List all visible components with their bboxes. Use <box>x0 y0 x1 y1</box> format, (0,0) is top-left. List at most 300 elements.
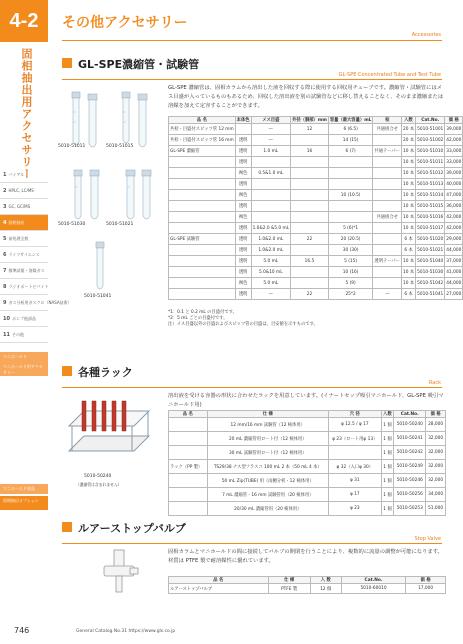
table-cell: ルアーストップバルブ <box>169 584 269 594</box>
table-cell: φ 32（入口φ 30） <box>328 460 381 474</box>
table-cell: 5010-51016 <box>416 212 445 223</box>
table-row <box>169 135 463 146</box>
table-row <box>169 234 463 245</box>
table-cell <box>251 179 291 190</box>
table-cell: 51,000 <box>426 502 446 516</box>
table-cell: 41,000 <box>445 267 463 278</box>
table-cell: φ 12.5 / φ 17 <box>328 418 381 432</box>
table-header: 入 数 <box>310 577 341 584</box>
table-cell: 1.0&2.0 mL <box>251 234 291 245</box>
table-cell <box>169 190 236 201</box>
table-header: 容量（最大容量）mL <box>329 118 372 123</box>
table-cell: 32,000 <box>426 446 446 460</box>
section-bullet <box>62 522 72 532</box>
table-cell: 28,000 <box>426 418 446 432</box>
figure-label: 5010-51021 <box>106 222 134 227</box>
table-cell: 30 mL 試験管用ロート付（12 検体用） <box>207 446 328 460</box>
side-nav-item[interactable] <box>0 279 48 295</box>
table-cell <box>169 223 236 234</box>
rack-illustration <box>64 396 154 466</box>
table-cell: 12 <box>291 124 329 135</box>
table-header: 入数 <box>402 117 416 124</box>
table-cell: 1 個 <box>381 474 394 488</box>
table-cell: 14 (15) <box>328 135 373 146</box>
table-cell: 12 個 <box>310 584 341 594</box>
table-row <box>169 267 463 278</box>
table-cell <box>373 201 402 212</box>
table-cell: 5010-60010 <box>341 584 405 594</box>
table-row <box>169 179 463 190</box>
table-cell: PTFE 製 <box>268 584 310 594</box>
table-cell: 10 本 <box>402 146 416 157</box>
table-header: メス目盛 <box>251 117 291 124</box>
table-cell: 7 mL 濃縮管・16 mm 試験管用（20 検体用） <box>207 488 328 502</box>
table-cell: 褐色 <box>235 168 251 179</box>
table-cell <box>328 201 373 212</box>
table-cell: 1 個 <box>381 502 394 516</box>
side-nav-number: 5 <box>3 235 7 242</box>
table-cell: 共通テーパー <box>373 146 402 157</box>
chapter-number: 4-2 <box>0 0 48 42</box>
table-header: 仕 様 <box>268 577 310 584</box>
table-cell: 10 本 <box>402 223 416 234</box>
table-cell <box>169 474 208 488</box>
table-cell <box>169 201 236 212</box>
table-cell: 褐色 <box>235 190 251 201</box>
table-cell <box>373 168 402 179</box>
table-cell <box>373 157 402 168</box>
table-cell: 10 (16) <box>328 267 373 278</box>
table-row <box>169 418 446 432</box>
table-cell <box>373 179 402 190</box>
table-header: Cat.No. <box>394 411 426 418</box>
table-cell: 20 mL 濃縮管用ロート付（12 検体用） <box>207 432 328 446</box>
figure-label: 5010-51011 <box>58 144 86 149</box>
table-row <box>169 460 446 474</box>
side-nav-item[interactable] <box>0 247 48 263</box>
table-cell: 透明 <box>235 179 251 190</box>
table-cell <box>251 157 291 168</box>
table-cell: 33,000 <box>445 157 463 168</box>
table-cell: 10 本 <box>402 212 416 223</box>
rail-tag-manifold[interactable]: マニホールド <box>0 352 48 362</box>
table-cell: 1 個 <box>381 460 394 474</box>
section-bullet <box>62 58 72 68</box>
side-nav-item[interactable] <box>0 167 48 183</box>
table-row <box>169 474 446 488</box>
table1-notes <box>168 310 318 328</box>
figure-label: 5010-51041 <box>84 294 112 299</box>
table-cell: 42,000 <box>445 223 463 234</box>
table-cell: 20/30 mL 濃縮管用（20 検体用） <box>207 502 328 516</box>
section-bullet <box>62 366 72 376</box>
table-cell: φ 31 <box>328 474 381 488</box>
table-cell: 6 本 <box>402 289 416 300</box>
table-cell <box>373 190 402 201</box>
table-row <box>169 157 463 168</box>
rack-figure-caption: （濃縮管は含まれません） <box>76 482 122 487</box>
concentrated-tube-table <box>168 116 463 300</box>
table-cell <box>169 289 236 300</box>
table-header: Cat.No. <box>416 117 445 124</box>
section2-subtitle: Rack <box>428 380 441 386</box>
table-cell: 10 本 <box>402 157 416 168</box>
table-cell <box>291 157 329 168</box>
table-cell: 10 本 <box>402 278 416 289</box>
table-cell: 透明 <box>235 223 251 234</box>
table-cell: 1 個 <box>381 418 394 432</box>
table-row <box>169 446 446 460</box>
table-cell: 5 (9) <box>328 278 373 289</box>
side-nav-label: 標準試薬・溶媒ガス <box>8 267 45 273</box>
table-cell: 褐色 <box>235 212 251 223</box>
table-cell: 29,000 <box>445 234 463 245</box>
table-cell: 12 mm/16 mm 試験管（12 検体用） <box>207 418 328 432</box>
table-cell <box>373 234 402 245</box>
table-cell: 10 本 <box>402 201 416 212</box>
rack-table <box>168 410 446 516</box>
table-cell: 5010-50249 <box>394 460 426 474</box>
table-cell: φ 23 <box>328 502 381 516</box>
table-cell: — <box>251 135 291 146</box>
table-cell: 10 本 <box>402 256 416 267</box>
table-cell <box>328 212 373 223</box>
table-row <box>169 223 463 234</box>
section1-rule <box>62 79 442 80</box>
footer-catalog: General Catalog No.31 https://www.gls.co.jp <box>76 629 176 634</box>
table-cell: 39,000 <box>445 124 463 135</box>
table-header: 仕 様 <box>207 411 328 418</box>
figure-label: 5010-51015 <box>106 144 134 149</box>
table-row <box>169 146 463 157</box>
table-row <box>169 278 463 289</box>
table-cell: ラック（PP 製） <box>169 460 208 474</box>
section3-title: ルアーストップバルブ <box>78 522 186 535</box>
vertical-chapter-title: 固相抽出用アクセサリー <box>20 48 33 180</box>
table-cell: 47,000 <box>445 190 463 201</box>
table-cell: 5010-50242 <box>394 446 426 460</box>
table-cell: 16.5 <box>291 256 329 267</box>
table-cell: 共栓・目盛付スピッツ管 16 mm <box>169 135 236 146</box>
table-cell: 透明 <box>235 157 251 168</box>
table-cell: 5010-51014 <box>416 190 445 201</box>
table-cell: 36,000 <box>445 201 463 212</box>
table-cell: 共栓・目盛付スピッツ管 12 mm <box>169 124 236 135</box>
table-cell <box>169 446 208 460</box>
table-header: 価 格 <box>445 117 463 124</box>
table-cell: 22 <box>291 234 329 245</box>
side-nav-number: 3 <box>3 203 7 210</box>
side-nav-label: GC, GC/MS <box>8 204 31 209</box>
side-nav-number: 7 <box>3 267 7 274</box>
table-row <box>169 502 446 516</box>
table-cell: 42,000 <box>445 135 463 146</box>
table-cell <box>169 502 208 516</box>
figure-label: 5010-51030 <box>58 222 86 227</box>
table-cell: 1 個 <box>381 488 394 502</box>
side-nav-item[interactable] <box>0 215 48 231</box>
valve-illustration <box>100 548 140 598</box>
table-cell: 5010-50240 <box>394 418 426 432</box>
table-cell: 5010-50253 <box>394 502 426 516</box>
table-cell: 32,000 <box>426 474 446 488</box>
table-cell <box>169 245 236 256</box>
table-header: 品 名 <box>169 577 269 584</box>
table-cell: 5010-51002 <box>416 135 445 146</box>
table-cell: — <box>251 124 291 135</box>
section2-rule <box>62 387 442 388</box>
table-cell: 共通組合せ <box>373 124 402 135</box>
table-cell: 10 本 <box>402 168 416 179</box>
table-cell: 6 (6.5) <box>328 124 373 135</box>
table-cell: 33,000 <box>445 146 463 157</box>
table-row <box>169 201 463 212</box>
table-cell: 5010-51030 <box>416 267 445 278</box>
table-row <box>169 256 463 267</box>
table-cell <box>291 190 329 201</box>
table-cell: 5.0 mL <box>251 278 291 289</box>
table-cell: 透明テーパー <box>373 256 402 267</box>
side-nav-item[interactable] <box>0 199 48 215</box>
section3-subtitle: Stop Valve <box>414 536 441 542</box>
table-cell <box>373 245 402 256</box>
table-header: Cat.No. <box>341 577 405 584</box>
table-header: 品 名 <box>169 411 208 418</box>
table-cell <box>169 488 208 502</box>
table-cell <box>169 168 236 179</box>
table-cell <box>291 267 329 278</box>
table-cell: 6 (7) <box>328 146 373 157</box>
side-nav-label: HPLC, LC/MS <box>8 188 34 193</box>
table-cell <box>373 267 402 278</box>
table-cell: 42,000 <box>445 212 463 223</box>
table-cell: 5.0 mL <box>251 256 291 267</box>
side-nav-label: その他 <box>11 331 24 337</box>
table-cell: 5010-51040 <box>416 256 445 267</box>
table-cell: 5010-51012 <box>416 168 445 179</box>
table-cell: 5010-51021 <box>416 245 445 256</box>
side-nav-item[interactable] <box>0 327 48 343</box>
table-cell: 6 本 <box>402 234 416 245</box>
table-cell: 10 本 <box>402 190 416 201</box>
table-cell: 32,000 <box>426 432 446 446</box>
table-cell <box>169 256 236 267</box>
table-cell: 5010-51011 <box>416 157 445 168</box>
table-cell: 5010-50246 <box>394 474 426 488</box>
page-title: その他アクセサリー <box>62 15 188 31</box>
table-cell <box>251 212 291 223</box>
table-cell: 37,000 <box>445 256 463 267</box>
table-cell <box>328 168 373 179</box>
table-cell: 27,000 <box>445 289 463 300</box>
table-cell: 6 本 <box>402 245 416 256</box>
table-cell: 褐色 <box>235 278 251 289</box>
table-cell <box>169 432 208 446</box>
table-cell: 1.0&2.0 &5.0 mL <box>251 223 291 234</box>
tubes-illustration <box>60 92 165 332</box>
section3-description: 固相カラムとマニホールドの間に接続してバルブの開閉を行うことにより、複数的に流量の調整が可能になります。材質は PTFE 製で耐溶媒性に優れています。 <box>168 549 443 564</box>
table-cell <box>291 168 329 179</box>
table-cell <box>291 135 329 146</box>
table-cell: 20 本 <box>402 135 416 146</box>
table-header: 品 名 <box>169 117 236 124</box>
table-cell: 1.0&2.0 mL <box>251 245 291 256</box>
table-cell <box>291 212 329 223</box>
table-cell: 10 (10.5) <box>328 190 373 201</box>
table-cell <box>169 267 236 278</box>
table-cell <box>373 278 402 289</box>
table-cell: 5010-50256 <box>394 488 426 502</box>
side-nav-number: 11 <box>3 331 10 338</box>
table-cell: GL-SPE 濃縮管 <box>169 146 236 157</box>
table-cell: 50 mL Zip(TUBE) 用（雨樋分析・12 検体用） <box>207 474 328 488</box>
table-cell: 10 本 <box>402 179 416 190</box>
table-header: 価 格 <box>426 411 446 418</box>
table-cell: 透明 <box>235 201 251 212</box>
table-cell: 0.5&1.0 mL <box>251 168 291 179</box>
stop-valve-table <box>168 576 446 594</box>
side-nav-item[interactable] <box>0 263 48 279</box>
side-nav-label: ライフサイエンス <box>8 251 40 257</box>
table-cell: 5010-51015 <box>416 201 445 212</box>
side-nav-item[interactable] <box>0 231 48 247</box>
table-cell: 16 <box>291 146 329 157</box>
note: *2：5 mL ごとの目盛付です。 <box>168 316 228 321</box>
table-cell: 1 個 <box>381 446 394 460</box>
table-cell <box>235 124 251 135</box>
table-row <box>169 289 463 300</box>
table-cell: 22 <box>291 289 329 300</box>
table-row <box>169 190 463 201</box>
rail-tag-spe-option[interactable]: 固相抽出オプション <box>0 496 48 510</box>
side-nav-number: 10 <box>3 315 10 322</box>
table-cell <box>373 135 402 146</box>
table-cell: 1.0 mL <box>251 146 291 157</box>
side-nav-item[interactable] <box>0 183 48 199</box>
table-cell <box>373 223 402 234</box>
rail-tag-manifold-parts[interactable]: マニホールド部品 <box>0 484 48 494</box>
table-row <box>169 212 463 223</box>
table-cell: 透明 <box>235 234 251 245</box>
table-header: 入数 <box>381 411 394 418</box>
table-cell <box>291 223 329 234</box>
table-cell: 5010-51041 <box>416 289 445 300</box>
table-row <box>169 584 446 594</box>
table-cell <box>328 446 381 460</box>
table-cell <box>291 179 329 190</box>
table-cell: 20 (20.5) <box>328 234 373 245</box>
rail-tag-manifold-accessory[interactable]: マニホールド用アクセサリー <box>0 362 48 376</box>
table-header: 外径（胴部）mm <box>292 118 327 123</box>
section1-description: GL-SPE 濃縮管は、固相カラムから溶出した液を回収する際に使用する回収用チューブです。濃縮管・試験管にはメス目盛が入っているものもあるため、回収した溶出液を別の試験管などに移し替えることなく、そのまま濃縮または溶媒を加えて定容することができます。 <box>168 85 444 109</box>
header-rule <box>62 40 442 41</box>
table-cell: 5010-51010 <box>416 146 445 157</box>
table-cell: 5010-51013 <box>416 179 445 190</box>
table-cell: 34,000 <box>426 488 446 502</box>
side-nav-number: 6 <box>3 251 7 258</box>
side-nav-item[interactable] <box>0 311 48 327</box>
table-cell <box>169 418 208 432</box>
table-cell: φ 17 <box>328 488 381 502</box>
table-cell: 5.0&10 mL <box>251 267 291 278</box>
section3-rule <box>62 543 442 544</box>
section1-title: GL-SPE濃縮管・試験管 <box>78 58 200 71</box>
table-cell <box>169 179 236 190</box>
table-cell: 44,000 <box>445 278 463 289</box>
table-cell: 40,000 <box>445 179 463 190</box>
table-cell: 透明 <box>235 256 251 267</box>
note: 注）メス目盛以外の目盛およびスピッツ管の目盛は、目安値を示すものです。 <box>168 322 318 327</box>
section1-subtitle: GL-SPE Concentrated Tube and Test Tube <box>338 72 441 78</box>
table-cell <box>291 245 329 256</box>
table-cell: 20 本 <box>402 124 416 135</box>
side-nav-label: バイアル <box>8 171 25 177</box>
table-cell: 32,000 <box>426 460 446 474</box>
table-cell <box>328 157 373 168</box>
table-cell: 5010-51020 <box>416 234 445 245</box>
side-nav-label: 固相抽出 <box>8 219 25 225</box>
side-nav-label: 前処理全般 <box>8 235 29 241</box>
table-cell: 5010-51017 <box>416 223 445 234</box>
table-cell: 5010-50241 <box>394 432 426 446</box>
side-nav-label: ポンプ他部品 <box>11 315 36 321</box>
note: *1：0.1 と 0.2 mL の目盛付です。 <box>168 310 237 315</box>
table-cell: 透明 <box>235 289 251 300</box>
table-cell: 透明 <box>235 267 251 278</box>
rack-figure-label: 5010-50240 <box>84 474 112 479</box>
table-cell: 44,000 <box>445 245 463 256</box>
table-cell: 30 (30) <box>328 245 373 256</box>
table-cell: 5010-51042 <box>416 278 445 289</box>
table-cell <box>291 201 329 212</box>
table-cell: — <box>373 289 402 300</box>
table-cell: 共通組合せ <box>373 212 402 223</box>
table-cell <box>251 190 291 201</box>
side-nav-number: 4 <box>3 219 7 226</box>
section2-title: 各種ラック <box>78 366 133 379</box>
table-cell <box>328 179 373 190</box>
table-cell: GL-SPE 試験管 <box>169 234 236 245</box>
table-row <box>169 245 463 256</box>
table-cell: 5 (15) <box>328 256 373 267</box>
side-nav-number: 2 <box>3 187 7 194</box>
table-cell: 17,000 <box>406 584 446 594</box>
table-cell: 透明 <box>235 245 251 256</box>
table-header: 本体色 <box>236 118 250 123</box>
side-nav-item[interactable] <box>0 295 72 311</box>
side-nav-label: ガス分析用ガスクロ（NASA技術） <box>8 299 72 305</box>
table-cell <box>169 157 236 168</box>
table-cell: 透明 <box>235 135 251 146</box>
table-cell: 透明 <box>235 146 251 157</box>
side-nav-number: 1 <box>3 171 7 178</box>
table-header: 栓 <box>373 117 402 124</box>
table-cell <box>169 278 236 289</box>
table-cell: 5010-51001 <box>416 124 445 135</box>
side-nav-label: ラジオポートビバイト <box>8 283 49 289</box>
table-row <box>169 432 446 446</box>
table-cell <box>291 278 329 289</box>
table-cell: 39,000 <box>445 168 463 179</box>
side-nav-number: 8 <box>3 283 7 290</box>
table-cell: — <box>251 289 291 300</box>
table-header: 価 格 <box>406 577 446 584</box>
table-cell: 1 個 <box>381 432 394 446</box>
table-cell: φ 23（ロート用φ 13） <box>328 432 381 446</box>
section2-description: 溶出液を受ける容器の形状に合わせたラックを用意しています。(イナートセップ吸引マニホールド、GL-SPE 吸引マニホールド用) <box>168 393 444 408</box>
table-cell: 10 本 <box>402 267 416 278</box>
page-number: 746 <box>14 626 30 635</box>
